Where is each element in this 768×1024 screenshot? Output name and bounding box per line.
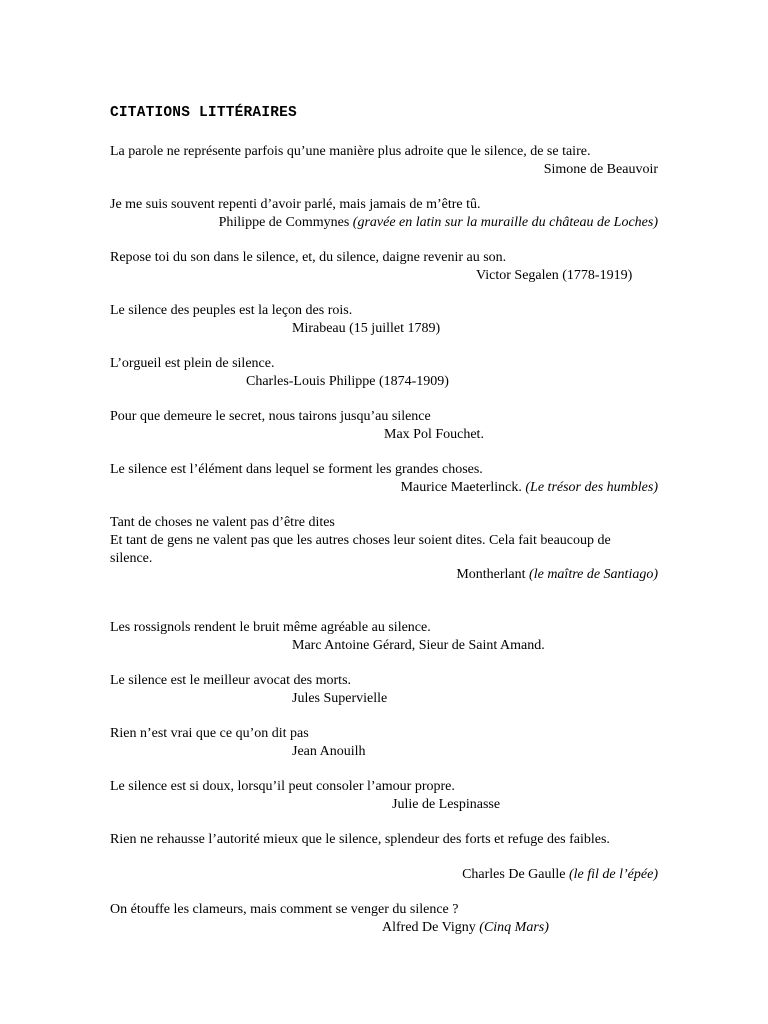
author-name: Charles De Gaulle [462,867,566,882]
author-name: Jean Anouilh [292,744,366,759]
quote-author [476,267,632,285]
quote-author [384,426,484,444]
quote-text: Rien n’est vrai que ce qu’on dit pas [110,726,309,741]
quote-author [392,796,500,814]
quote-text: La parole ne représente parfois qu’une manière plus adroite que le silence, de se taire. [110,144,591,159]
quote-author [292,690,387,708]
author-name: Marc Antoine Gérard, Sieur de Saint Amand. [292,638,545,653]
quote-text-continued: Et tant de gens ne valent pas que les autres choses leur soient dites. Cela fait beaucoup de silence. [110,533,611,566]
quote-author [246,373,449,391]
quote-text: On étouffe les clameurs, mais comment se venger du silence ? [110,902,459,917]
quote-text: Repose toi du son dans le silence, et, du silence, daigne revenir au son. [110,250,507,265]
author-name: Charles-Louis Philippe (1874-1909) [246,374,449,389]
author-name: Simone de Beauvoir [543,162,658,177]
quote-text: Les rossignols rendent le bruit même agréable au silence. [110,620,431,635]
quote-text: Le silence des peuples est la leçon des rois. [110,303,353,318]
author-name: Alfred De Vigny [382,920,476,935]
quote-text: Le silence est le meilleur avocat des morts. [110,673,352,688]
author-name: Max Pol Fouchet. [384,427,484,442]
quote-text: L’orgueil est plein de silence. [110,356,275,371]
page-title: CITATIONS LITTÉRAIRES [110,105,297,121]
author-name: Mirabeau (15 juillet 1789) [292,321,441,336]
quote-text: Je me suis souvent repenti d’avoir parlé, mais jamais de m’être tû. [110,197,481,212]
quote-author [292,320,440,338]
quote-text: Le silence est l’élément dans lequel se forment les grandes choses. [110,462,483,477]
quote-text: Le silence est si doux, lorsqu’il peut consoler l’amour propre. [110,779,455,794]
quote-author [292,637,545,655]
quote-author [219,214,658,232]
quote-text: Tant de choses ne valent pas d’être dites [110,515,335,530]
author-name: Montherlant [456,567,526,582]
quote-author [292,743,366,761]
author-name: Philippe de Commynes [218,215,350,230]
quote-text: Pour que demeure le secret, nous tairons jusqu’au silence [110,409,431,424]
author-name: Victor Segalen (1778-1919) [476,268,633,283]
quote-source: (le fil de l’épée) [568,867,658,882]
quote-author [401,479,658,497]
author-name: Julie de Lespinasse [392,797,501,812]
quote-text: Rien ne rehausse l’autorité mieux que le silence, splendeur des forts et refuge des faibles. [110,832,610,847]
quote-author [544,161,658,179]
quote-source: (Cinq Mars) [479,920,549,935]
quote-author [456,566,658,584]
quote-source: (gravée en latin sur la muraille du château de Loches) [352,215,658,230]
quote-source: (le maître de Santiago) [529,567,658,582]
quote-author [382,919,549,937]
quote-author [462,866,658,884]
author-name: Maurice Maeterlinck. [400,480,522,495]
author-name: Jules Supervielle [292,691,388,706]
quote-source: (Le trésor des humbles) [525,480,658,495]
